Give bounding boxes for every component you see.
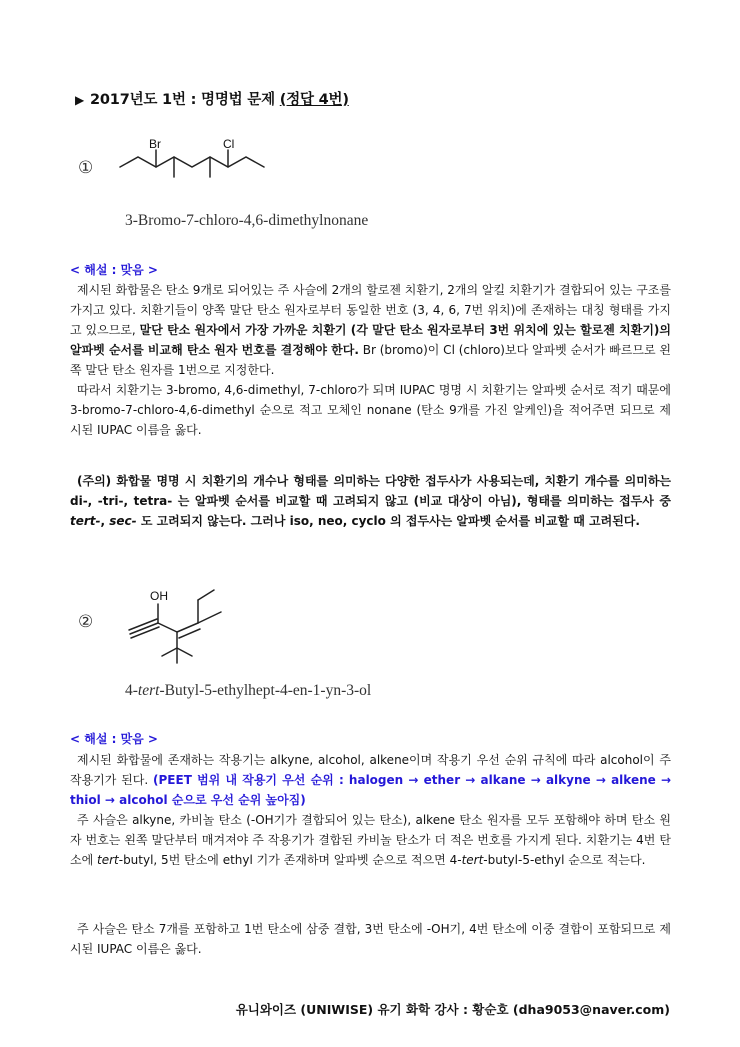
- explain2-body: [70, 750, 671, 870]
- title-answer: (정답 4번): [279, 92, 349, 108]
- item2-structure: [118, 578, 238, 668]
- item1-structure: [110, 135, 270, 197]
- item1-number: ①: [78, 158, 94, 178]
- explain1-heading: < 해설 : 맞음 >: [70, 263, 158, 277]
- footer-credit: 유니와이즈 (UNIWISE) 유기 화학 강사 : 황순호 (dha9053@naver.com): [235, 1002, 670, 1017]
- item2-iupac-name: 4-tert-Butyl-5-ethylhept-4-en-1-yn-3-ol: [125, 682, 372, 699]
- explain2-paragraph1: 제시된 화합물에 존재하는 작용기는 alkyne, alcohol, alkene이며 작용기 우선 순위 규칙에 따라 alcohol이 주 작용기가 된다. (PEET 범위 내 작용기 우선 순위 : halogen → ether → alkane → alkyne → alkene → thiol → alcohol 순으로 우선 순위 높아짐): [70, 753, 672, 807]
- atom-cl: Cl: [223, 137, 235, 151]
- atom-br: Br: [149, 137, 161, 151]
- explain1-body: [70, 280, 671, 440]
- item1-iupac-name: 3-Bromo-7-chloro-4,6-dimethylnonane: [125, 212, 369, 229]
- triangle-bullet-icon: ▶: [75, 93, 85, 107]
- atom-oh: OH: [150, 589, 168, 603]
- item2-number: ②: [78, 612, 94, 632]
- explain2-paragraph2: 주 사슬은 alkyne, 카비놀 탄소 (-OH기가 결합되어 있는 탄소), alkene 탄소 원자를 모두 포함해야 하며 탄소 원자 번호는 왼쪽 말단부터 매겨져야 주 작용기가 결합된 카비놀 탄소가 더 적은 번호를 가지게 된다. 치환기는 4번 탄소에 tert-butyl, 5번 탄소에 ethyl 기가 존재하며 알파벳 순으로 적으면 4-tert-butyl-5-ethyl 순으로 적는다.: [70, 813, 671, 867]
- caution-note: (주의) 화합물 명명 시 치환기의 개수나 형태를 의미하는 다양한 접두사가 사용되는데, 치환기 개수를 의미하는 di-, -tri-, tetra- 는 알파벳 순서를 비교할 때 고려되지 않고 (비교 대상이 아님), 형태를 의미하는 접두사 중 tert-, sec- 도 고려되지 않는다. 그러나 iso, neo, cyclo 의 접두사는 알파벳 순서를 비교할 때 고려된다.: [70, 474, 671, 528]
- title-text: 2017년도 1번 : 명명법 문제: [90, 92, 280, 108]
- explain2-heading: < 해설 : 맞음 >: [70, 732, 158, 746]
- explain1-paragraph2: 따라서 치환기는 3-bromo, 4,6-dimethyl, 7-chloro가 되며 IUPAC 명명 시 치환기는 알파벳 순서로 적기 때문에 3-bromo-7-chloro-4,6-dimethyl 순으로 적고 모체인 nonane (탄소 9개를 가진 알케인)을 적어주면 되므로 제시된 IUPAC 이름을 옳다.: [70, 383, 671, 437]
- priority-note: (PEET 범위 내 작용기 우선 순위 : halogen → ether → alkane → alkyne → alkene → thiol → alcohol 순으로 우선 순위 높아짐): [70, 773, 672, 807]
- explain1-paragraph1: 제시된 화합물은 탄소 9개로 되어있는 주 사슬에 2개의 할로젠 치환기, 2개의 알킬 치환기가 결합되어 있는 구조를 가지고 있다. 치환기들이 양쪽 말단 탄소 원자로부터 동일한 번호 (3, 4, 6, 7번 위치)에 존재하는 대칭 형태를 가지고 있으므로, 말단 탄소 원자에서 가장 가까운 치환기 (각 말단 탄소 원자로부터 3번 위치에 있는 할로젠 치환기)의 알파벳 순서를 비교해 탄소 원자 번호를 결정해야 한다. Br (bromo)이 Cl (chloro)보다 알파벳 순서가 빠르므로 왼쪽 말단 탄소 원자를 1번으로 지정한다.: [70, 283, 671, 377]
- page-title: [75, 88, 349, 109]
- explain2-conclusion: 주 사슬은 탄소 7개를 포함하고 1번 탄소에 삼중 결합, 3번 탄소에 -OH기, 4번 탄소에 이중 결합이 포함되므로 제시된 IUPAC 이름은 옳다.: [70, 922, 671, 956]
